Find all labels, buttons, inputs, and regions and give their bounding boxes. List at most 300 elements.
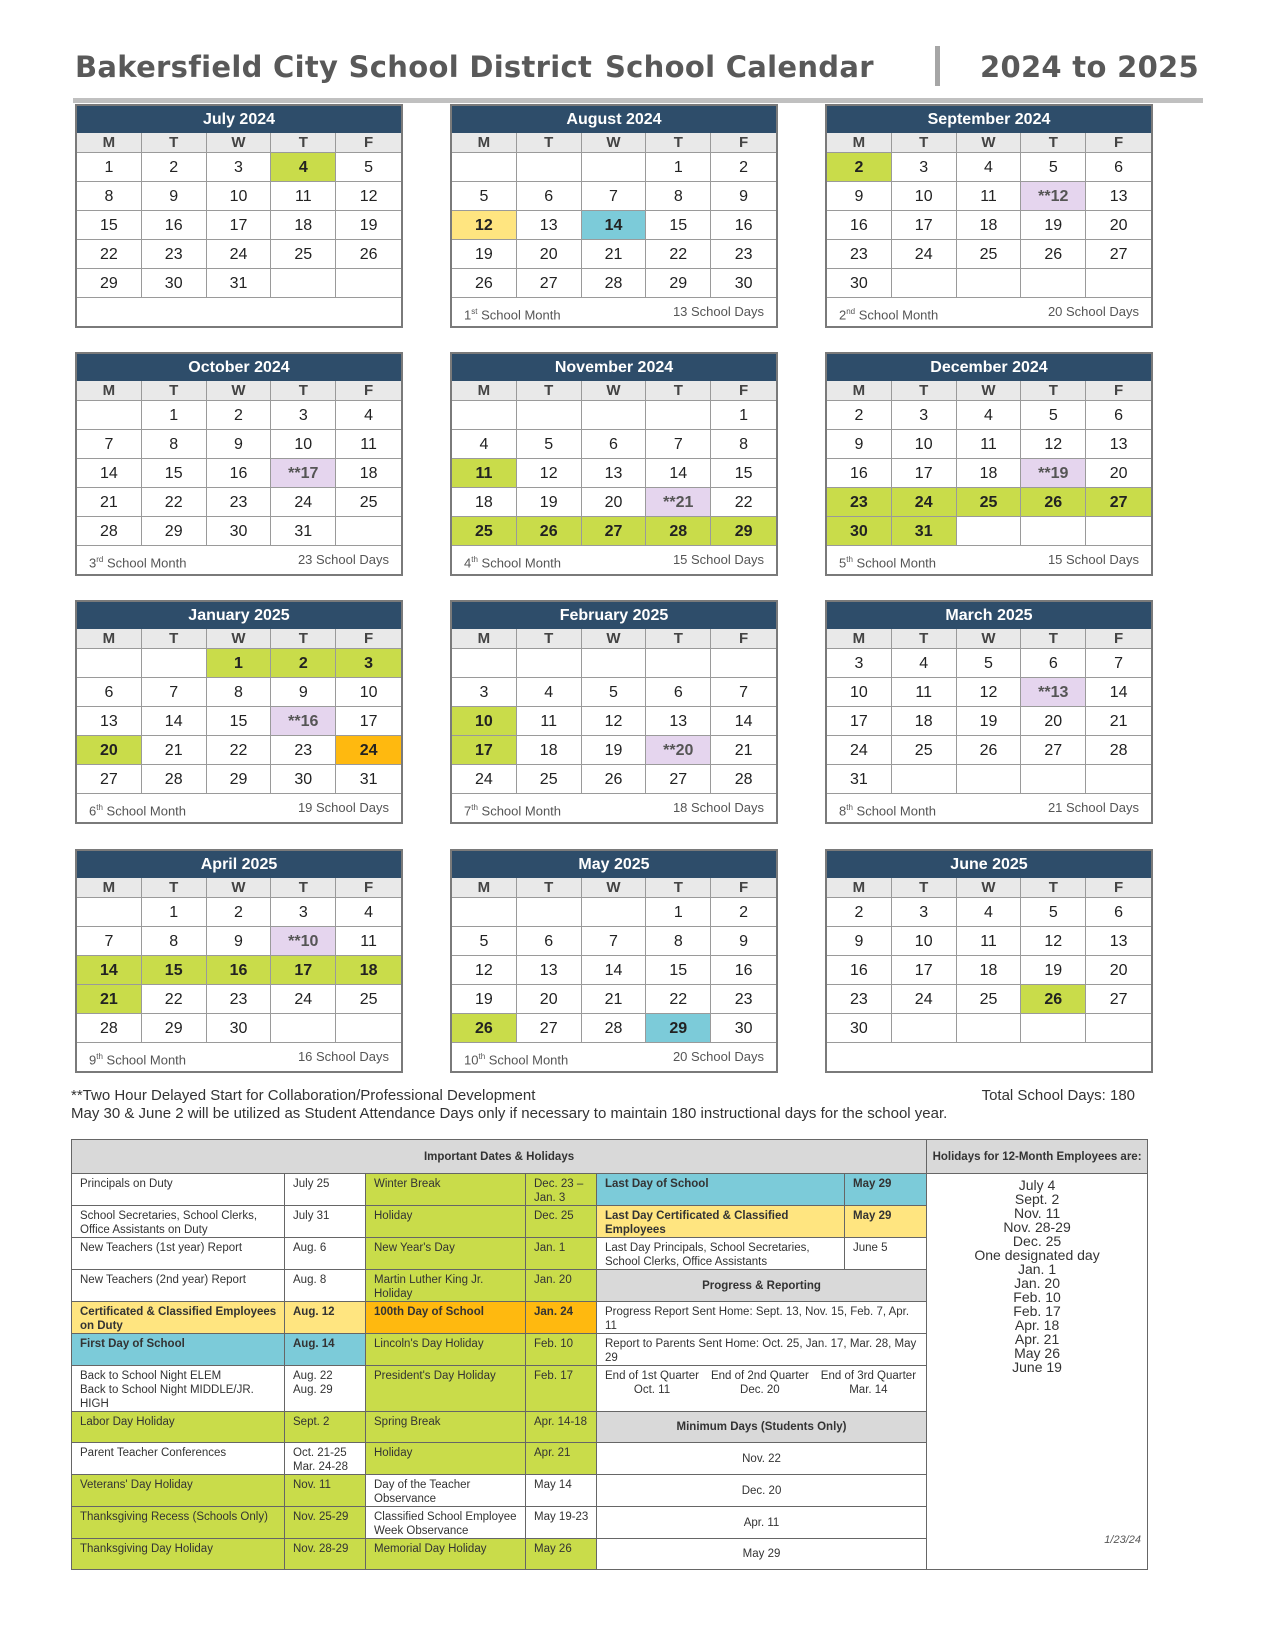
day-cell: 9 xyxy=(711,182,776,211)
day-cell: 5 xyxy=(1021,153,1086,182)
school-month-text: School Month xyxy=(477,803,562,819)
weekday-header: T xyxy=(892,133,957,153)
day-cell: 24 xyxy=(892,985,957,1014)
day-cell: 19 xyxy=(452,240,517,269)
day-cell: 30 xyxy=(271,765,336,794)
day-cell: 6 xyxy=(582,430,647,459)
day-cell xyxy=(336,1014,401,1043)
day-cell: 11 xyxy=(957,430,1022,459)
weekday-header: T xyxy=(1021,381,1086,401)
month-footer xyxy=(827,1043,1151,1071)
day-cell xyxy=(517,898,582,927)
school-month-text: School Month xyxy=(852,803,937,819)
day-cell: 24 xyxy=(892,488,957,517)
day-cell: 25 xyxy=(271,240,336,269)
minimum-day: May 29 xyxy=(597,1539,927,1570)
weekday-header: T xyxy=(646,878,711,898)
ordinal-suffix: nd xyxy=(846,307,856,316)
day-cell: 25 xyxy=(517,765,582,794)
weekday-header: M xyxy=(827,133,892,153)
month-days-grid xyxy=(827,629,1151,794)
day-cell xyxy=(452,401,517,430)
school-month-label xyxy=(839,546,936,574)
school-days-count: 15 School Days xyxy=(672,552,764,567)
event-date: May 19-23 xyxy=(526,1507,597,1539)
day-cell: 8 xyxy=(207,678,272,707)
month-calendar xyxy=(75,352,403,576)
day-cell: 17 xyxy=(892,459,957,488)
day-cell: 22 xyxy=(646,240,711,269)
day-cell: 14 xyxy=(1086,678,1151,707)
event-date: Aug. 14 xyxy=(285,1334,366,1366)
day-cell: 27 xyxy=(582,517,647,546)
district-name: Bakersfield City School District xyxy=(75,50,593,84)
day-cell xyxy=(452,153,517,182)
day-cell: 21 xyxy=(582,240,647,269)
day-cell: 23 xyxy=(827,488,892,517)
event-label: Day of the Teacher Observance xyxy=(366,1475,526,1507)
month-footer xyxy=(827,794,1151,822)
school-month-text: School Month xyxy=(485,1052,569,1068)
day-cell: 30 xyxy=(827,1014,892,1043)
day-cell: 5 xyxy=(582,678,647,707)
day-cell: 4 xyxy=(957,153,1022,182)
weekday-header: T xyxy=(271,629,336,649)
day-cell: 3 xyxy=(827,649,892,678)
day-cell: 14 xyxy=(711,707,776,736)
day-cell: 12 xyxy=(957,678,1022,707)
day-cell: 13 xyxy=(1086,430,1151,459)
day-cell: 23 xyxy=(711,985,776,1014)
day-cell: 7 xyxy=(77,927,142,956)
day-cell: 5 xyxy=(517,430,582,459)
day-cell: 3 xyxy=(271,898,336,927)
day-cell: 15 xyxy=(142,956,207,985)
header-separator xyxy=(935,46,940,86)
day-cell: 30 xyxy=(711,269,776,298)
school-days-count: 19 School Days xyxy=(297,800,389,815)
event-label: Lincoln's Day Holiday xyxy=(366,1334,526,1366)
school-month-label xyxy=(89,1043,186,1071)
day-cell: 23 xyxy=(142,240,207,269)
day-cell: 17 xyxy=(271,956,336,985)
weekday-header: M xyxy=(452,133,517,153)
day-cell: 10 xyxy=(271,430,336,459)
weekday-header: W xyxy=(207,381,272,401)
holiday-item: May 26 xyxy=(1014,1345,1060,1361)
day-cell: 28 xyxy=(1086,736,1151,765)
day-cell: 29 xyxy=(646,269,711,298)
event-label: First Day of School xyxy=(72,1334,285,1366)
day-cell: 2 xyxy=(827,898,892,927)
day-cell: 13 xyxy=(646,707,711,736)
event-date: Aug. 22 Aug. 29 xyxy=(285,1366,366,1412)
day-cell: 1 xyxy=(207,649,272,678)
event-label: Holiday xyxy=(366,1206,526,1238)
day-cell xyxy=(646,649,711,678)
holiday-item: Jan. 1 xyxy=(1017,1261,1057,1277)
day-cell xyxy=(957,517,1022,546)
day-cell: 8 xyxy=(711,430,776,459)
event-label: Back to School Night ELEM Back to School Night MIDDLE/JR. HIGH xyxy=(72,1366,285,1412)
quarter-label: End of 3rd Quarter xyxy=(820,1370,917,1382)
event-label: Thanksgiving Recess (Schools Only) xyxy=(72,1507,285,1539)
day-cell: 10 xyxy=(892,430,957,459)
weekday-header: M xyxy=(77,629,142,649)
weekday-header: F xyxy=(336,133,401,153)
day-cell: 26 xyxy=(957,736,1022,765)
day-cell xyxy=(1021,517,1086,546)
event-label: Spring Break xyxy=(366,1412,526,1443)
month-days-grid xyxy=(827,381,1151,546)
day-cell xyxy=(1086,1014,1151,1043)
day-cell xyxy=(1021,269,1086,298)
ordinal-suffix: th xyxy=(846,803,853,812)
day-cell: 13 xyxy=(1086,927,1151,956)
weekday-header: W xyxy=(957,878,1022,898)
day-cell: 13 xyxy=(1086,182,1151,211)
weekday-header: M xyxy=(452,878,517,898)
event-label: Memorial Day Holiday xyxy=(366,1539,526,1570)
weekday-header: W xyxy=(582,381,647,401)
weekday-header: W xyxy=(957,133,1022,153)
day-cell: 3 xyxy=(207,153,272,182)
day-cell: 19 xyxy=(1021,956,1086,985)
quarter-label: End of 2nd Quarter xyxy=(710,1370,809,1382)
month-calendar xyxy=(450,849,778,1073)
day-cell xyxy=(517,401,582,430)
day-cell: 22 xyxy=(646,985,711,1014)
day-cell: 7 xyxy=(77,430,142,459)
month-footer xyxy=(77,1043,401,1071)
event-date: Jan. 24 xyxy=(526,1302,597,1334)
day-cell: 27 xyxy=(1086,488,1151,517)
weekday-header: M xyxy=(77,878,142,898)
weekday-header: T xyxy=(142,381,207,401)
ordinal-suffix: th xyxy=(96,1052,103,1061)
day-cell: 22 xyxy=(142,985,207,1014)
weekday-header: T xyxy=(271,381,336,401)
month-footer xyxy=(452,546,776,574)
month-calendar xyxy=(75,600,403,824)
day-cell xyxy=(892,765,957,794)
last-day-date: May 29 xyxy=(845,1174,927,1206)
day-cell: 7 xyxy=(711,678,776,707)
day-cell: 25 xyxy=(452,517,517,546)
day-cell: 25 xyxy=(957,985,1022,1014)
school-month-number: 9 xyxy=(89,1052,97,1068)
day-cell: 9 xyxy=(142,182,207,211)
weekday-header: M xyxy=(452,381,517,401)
day-cell: 23 xyxy=(711,240,776,269)
day-cell xyxy=(517,153,582,182)
school-month-label xyxy=(839,298,938,326)
quarter-date: Oct. 11 xyxy=(633,1384,671,1396)
school-month-number: 1 xyxy=(464,307,472,323)
day-cell: 12 xyxy=(336,182,401,211)
day-cell: 8 xyxy=(142,927,207,956)
day-cell xyxy=(957,269,1022,298)
weekday-header: T xyxy=(517,629,582,649)
day-cell: 11 xyxy=(957,927,1022,956)
day-cell: 16 xyxy=(207,459,272,488)
notes xyxy=(71,1087,1141,1123)
day-cell: **16 xyxy=(271,707,336,736)
day-cell: 11 xyxy=(336,927,401,956)
day-cell xyxy=(892,1014,957,1043)
weekday-header: T xyxy=(142,878,207,898)
day-cell: 16 xyxy=(827,956,892,985)
event-date: Sept. 2 xyxy=(285,1412,366,1443)
weekday-header: T xyxy=(142,133,207,153)
day-cell xyxy=(142,649,207,678)
day-cell: 5 xyxy=(957,649,1022,678)
event-label: Holiday xyxy=(366,1443,526,1475)
month-title: July 2024 xyxy=(77,106,401,133)
event-date: Dec. 25 xyxy=(526,1206,597,1238)
day-cell: 12 xyxy=(517,459,582,488)
table-row xyxy=(72,1174,1148,1206)
weekday-header: F xyxy=(1086,878,1151,898)
attendance-note: May 30 & June 2 will be utilized as Student Attendance Days only if necessary to maintain 180 instructional days for the school year. xyxy=(71,1105,948,1122)
day-cell: 4 xyxy=(336,898,401,927)
day-cell: 24 xyxy=(271,488,336,517)
event-label: Certificated & Classified Employees on Duty xyxy=(72,1302,285,1334)
event-date: Aug. 12 xyxy=(285,1302,366,1334)
day-cell: 9 xyxy=(207,927,272,956)
event-label: President's Day Holiday xyxy=(366,1366,526,1412)
day-cell: 20 xyxy=(1086,211,1151,240)
last-day-label: Last Day of School xyxy=(597,1174,845,1206)
event-date: May 26 xyxy=(526,1539,597,1570)
day-cell: 22 xyxy=(77,240,142,269)
month-footer xyxy=(452,794,776,822)
day-cell: 22 xyxy=(207,736,272,765)
day-cell: 6 xyxy=(1086,898,1151,927)
day-cell: 15 xyxy=(711,459,776,488)
day-cell: 1 xyxy=(711,401,776,430)
month-calendar xyxy=(75,104,403,328)
holiday-item: Jan. 20 xyxy=(1014,1275,1061,1291)
weekday-header: F xyxy=(1086,133,1151,153)
weekday-header: F xyxy=(336,381,401,401)
minimum-day: Nov. 22 xyxy=(597,1443,927,1475)
holiday-item: Dec. 25 xyxy=(1012,1233,1062,1249)
event-label: 100th Day of School xyxy=(366,1302,526,1334)
day-cell: 17 xyxy=(892,211,957,240)
weekday-header: M xyxy=(77,381,142,401)
holidays-list xyxy=(927,1174,1148,1570)
holiday-item: Feb. 17 xyxy=(1013,1303,1061,1319)
day-cell: 23 xyxy=(207,488,272,517)
weekday-header: T xyxy=(646,133,711,153)
day-cell: 29 xyxy=(646,1014,711,1043)
holiday-item: July 4 xyxy=(1018,1177,1056,1193)
day-cell: 3 xyxy=(271,401,336,430)
day-cell: 27 xyxy=(646,765,711,794)
day-cell: 13 xyxy=(77,707,142,736)
month-footer xyxy=(452,298,776,326)
day-cell: 19 xyxy=(582,736,647,765)
weekday-header: T xyxy=(646,629,711,649)
event-label: New Teachers (2nd year) Report xyxy=(72,1270,285,1302)
holiday-item: Apr. 21 xyxy=(1014,1331,1060,1347)
school-month-label xyxy=(464,298,561,326)
weekday-header: M xyxy=(827,878,892,898)
day-cell: 8 xyxy=(646,182,711,211)
school-month-number: 2 xyxy=(839,307,847,323)
day-cell: 18 xyxy=(271,211,336,240)
day-cell: **19 xyxy=(1021,459,1086,488)
weekday-header: F xyxy=(336,878,401,898)
day-cell: 30 xyxy=(711,1014,776,1043)
school-days-count: 18 School Days xyxy=(672,800,764,815)
quarter-end xyxy=(711,1369,809,1397)
weekday-header: T xyxy=(892,629,957,649)
day-cell: 30 xyxy=(827,269,892,298)
day-cell: 29 xyxy=(77,269,142,298)
day-cell: 16 xyxy=(142,211,207,240)
month-footer xyxy=(77,298,401,326)
day-cell: **12 xyxy=(1021,182,1086,211)
table-row xyxy=(72,1140,1148,1174)
month-title: August 2024 xyxy=(452,106,776,133)
day-cell: 10 xyxy=(452,707,517,736)
weekday-header: M xyxy=(452,629,517,649)
day-cell: 19 xyxy=(517,488,582,517)
school-days-count: 13 School Days xyxy=(672,304,764,319)
last-day-principals-date: June 5 xyxy=(845,1238,927,1270)
school-month-text: School Month xyxy=(852,555,937,571)
day-cell: 24 xyxy=(892,240,957,269)
day-cell xyxy=(892,269,957,298)
day-cell: 21 xyxy=(77,488,142,517)
day-cell xyxy=(336,269,401,298)
day-cell: 5 xyxy=(1021,898,1086,927)
day-cell: 29 xyxy=(207,765,272,794)
event-date: Feb. 10 xyxy=(526,1334,597,1366)
event-date: Apr. 14-18 xyxy=(526,1412,597,1443)
day-cell: 19 xyxy=(452,985,517,1014)
day-cell: 12 xyxy=(452,956,517,985)
day-cell: 29 xyxy=(711,517,776,546)
weekday-header: W xyxy=(957,381,1022,401)
day-cell: 12 xyxy=(582,707,647,736)
month-title: May 2025 xyxy=(452,851,776,878)
day-cell: 4 xyxy=(957,898,1022,927)
day-cell: 13 xyxy=(582,459,647,488)
header-rule xyxy=(73,98,1203,103)
day-cell: 7 xyxy=(582,182,647,211)
day-cell: 4 xyxy=(892,649,957,678)
day-cell: 27 xyxy=(1021,736,1086,765)
event-label: Parent Teacher Conferences xyxy=(72,1443,285,1475)
day-cell: 26 xyxy=(517,517,582,546)
last-day-employees-date: May 29 xyxy=(845,1206,927,1238)
day-cell xyxy=(77,649,142,678)
day-cell xyxy=(271,1014,336,1043)
month-title: October 2024 xyxy=(77,354,401,381)
day-cell: 21 xyxy=(711,736,776,765)
day-cell: 14 xyxy=(77,956,142,985)
school-days-count: 15 School Days xyxy=(1047,552,1139,567)
day-cell: 24 xyxy=(827,736,892,765)
progress-report-dates: Progress Report Sent Home: Sept. 13, Nov. 15, Feb. 7, Apr. 11 xyxy=(597,1302,927,1334)
day-cell: 26 xyxy=(1021,985,1086,1014)
day-cell: 18 xyxy=(517,736,582,765)
ordinal-suffix: th xyxy=(96,803,103,812)
school-days-count: 16 School Days xyxy=(297,1049,389,1064)
school-month-label xyxy=(464,794,561,822)
month-title: March 2025 xyxy=(827,602,1151,629)
month-days-grid xyxy=(827,133,1151,298)
day-cell: 3 xyxy=(892,401,957,430)
event-label: Principals on Duty xyxy=(72,1174,285,1206)
delayed-start-note: **Two Hour Delayed Start for Collaboration/Professional Development xyxy=(71,1087,536,1104)
day-cell: 24 xyxy=(207,240,272,269)
day-cell: **20 xyxy=(646,736,711,765)
day-cell: 9 xyxy=(827,182,892,211)
school-days-count: 20 School Days xyxy=(1047,304,1139,319)
quarter-label: End of 1st Quarter xyxy=(605,1370,699,1382)
day-cell xyxy=(77,401,142,430)
event-date: Dec. 23 – Jan. 3 xyxy=(526,1174,597,1206)
day-cell: 6 xyxy=(517,182,582,211)
day-cell: 20 xyxy=(1086,956,1151,985)
day-cell: 6 xyxy=(77,678,142,707)
event-label: Martin Luther King Jr. Holiday xyxy=(366,1270,526,1302)
day-cell: 31 xyxy=(336,765,401,794)
weekday-header: T xyxy=(271,878,336,898)
day-cell: 1 xyxy=(646,153,711,182)
weekday-header: W xyxy=(582,878,647,898)
revision-date: 1/23/24 xyxy=(1104,1534,1141,1546)
day-cell: 13 xyxy=(517,211,582,240)
progress-reporting-title: Progress & Reporting xyxy=(597,1270,927,1302)
quarter-date: Dec. 20 xyxy=(740,1384,780,1396)
day-cell: 30 xyxy=(207,1014,272,1043)
school-month-number: 8 xyxy=(839,803,847,819)
holiday-item: Nov. 28-29 xyxy=(1003,1219,1071,1235)
day-cell: 31 xyxy=(827,765,892,794)
day-cell: 10 xyxy=(827,678,892,707)
school-year: 2024 to 2025 xyxy=(980,50,1200,84)
quarter-end-dates xyxy=(597,1366,927,1412)
month-calendar xyxy=(825,352,1153,576)
calendar-title: School Calendar xyxy=(605,50,874,84)
day-cell: 28 xyxy=(582,269,647,298)
day-cell: 23 xyxy=(207,985,272,1014)
day-cell: 12 xyxy=(1021,927,1086,956)
day-cell: 9 xyxy=(271,678,336,707)
day-cell: 24 xyxy=(452,765,517,794)
day-cell: 9 xyxy=(711,927,776,956)
month-days-grid xyxy=(77,133,401,298)
day-cell xyxy=(1086,269,1151,298)
month-days-grid xyxy=(77,629,401,794)
school-month-label xyxy=(839,794,936,822)
day-cell: 21 xyxy=(142,736,207,765)
day-cell: 1 xyxy=(646,898,711,927)
event-date: July 25 xyxy=(285,1174,366,1206)
school-month-number: 7 xyxy=(464,803,472,819)
day-cell: 15 xyxy=(646,956,711,985)
ordinal-suffix: th xyxy=(478,1052,486,1061)
day-cell: 30 xyxy=(207,517,272,546)
holiday-item: Feb. 10 xyxy=(1013,1289,1061,1305)
school-days-count: 23 School Days xyxy=(297,552,389,567)
month-days-grid xyxy=(452,878,776,1043)
